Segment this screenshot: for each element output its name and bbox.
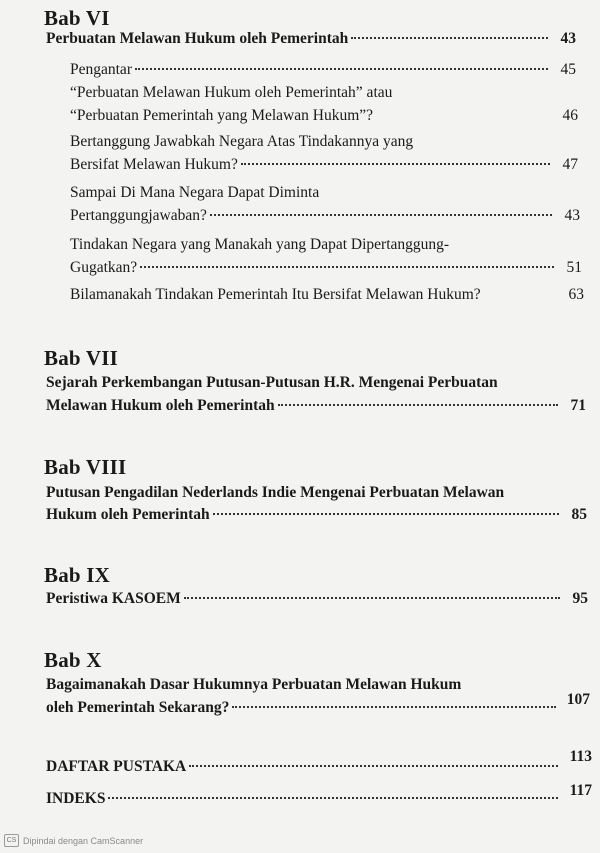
toc-entry-page: 43	[560, 30, 576, 47]
dot-leader	[241, 163, 550, 165]
toc-entry-title: Bagaimanakah Dasar Hukumnya Perbuatan Melawan Hukum	[46, 676, 462, 693]
toc-subentry	[70, 207, 580, 225]
chapter-label: Bab VIII	[44, 455, 127, 479]
toc-subentry-title: Gugatkan?	[70, 259, 138, 276]
toc-entry	[46, 782, 592, 808]
toc-subentry-title: “Perbuatan Pemerintah yang Melawan Hukum”?	[70, 107, 374, 124]
dot-leader	[108, 797, 558, 799]
dot-leader	[278, 404, 558, 406]
toc-entry	[46, 30, 576, 48]
dot-leader	[135, 68, 548, 70]
dot-leader	[140, 266, 554, 268]
toc-subentry-title: Pengantar	[70, 61, 132, 78]
toc-subentry-page: 51	[566, 259, 582, 276]
toc-entry-title: Perbuatan Melawan Hukum oleh Pemerintah	[46, 30, 349, 47]
toc-entry	[46, 506, 587, 524]
toc-entry-page: 117	[569, 782, 592, 799]
toc-subentry	[70, 259, 582, 277]
toc-entry	[46, 397, 586, 415]
chapter-label: Bab X	[44, 648, 102, 672]
toc-subentry-title: Tindakan Negara yang Manakah yang Dapat Dipertanggung-	[70, 236, 450, 253]
toc-entry-title: Putusan Pengadilan Nederlands Indie Mengenai Perbuatan Melawan	[46, 484, 505, 501]
toc-entry-title: oleh Pemerintah Sekarang?	[46, 699, 230, 716]
scanner-watermark	[4, 834, 143, 847]
toc-entry-page: 95	[572, 590, 588, 607]
toc-entry-page: 71	[570, 397, 586, 414]
toc-subentry-title: Bertanggung Jawabkah Negara Atas Tindakannya yang	[70, 133, 414, 150]
toc-entry	[46, 748, 592, 776]
toc-subentry-page: 45	[560, 61, 576, 78]
toc-entry-title: Peristiwa KASOEM	[46, 590, 181, 607]
toc-subentry	[70, 156, 578, 174]
dot-leader	[189, 765, 558, 767]
toc-entry-title: Hukum oleh Pemerintah	[46, 506, 210, 523]
chapter-label: Bab IX	[44, 563, 110, 587]
dot-leader	[351, 37, 548, 39]
toc-subentry	[70, 61, 576, 79]
toc-entry-title: DAFTAR PUSTAKA	[46, 758, 187, 775]
camscanner-icon: CS	[4, 834, 19, 847]
dot-leader	[213, 513, 559, 515]
dot-leader	[210, 214, 552, 216]
toc-subentry-title: “Perbuatan Melawan Hukum oleh Pemerintah” atau	[70, 84, 393, 101]
toc-entry	[46, 691, 590, 717]
toc-subentry	[70, 107, 578, 125]
toc-subentry-page: 63	[568, 286, 584, 303]
toc-subentry-page: 43	[564, 207, 580, 224]
scanner-watermark-text: Dipindai dengan CamScanner	[23, 835, 144, 846]
toc-subentry-title: Pertanggungjawaban?	[70, 207, 207, 224]
toc-entry	[46, 590, 588, 608]
dot-leader	[184, 597, 560, 599]
toc-subentry-title: Sampai Di Mana Negara Dapat Diminta	[70, 184, 320, 201]
toc-entry-page: 107	[566, 691, 590, 708]
toc-entry-title: INDEKS	[46, 790, 106, 807]
toc-entry-page: 113	[569, 748, 592, 765]
toc-entry-title: Melawan Hukum oleh Pemerintah	[46, 397, 275, 414]
toc-entry-page: 85	[571, 506, 587, 523]
toc-subentry-title: Bersifat Melawan Hukum?	[70, 156, 238, 173]
chapter-label: Bab VI	[44, 6, 110, 30]
toc-subentry-title: Bilamanakah Tindakan Pemerintah Itu Bersifat Melawan Hukum?	[70, 286, 481, 303]
chapter-label: Bab VII	[44, 346, 118, 370]
dot-leader	[232, 706, 556, 708]
toc-subentry-page: 46	[562, 107, 578, 124]
toc-subentry-page: 47	[562, 156, 578, 173]
toc-entry-title: Sejarah Perkembangan Putusan-Putusan H.R. Mengenai Perbuatan	[46, 374, 498, 391]
toc-subentry	[70, 286, 584, 304]
